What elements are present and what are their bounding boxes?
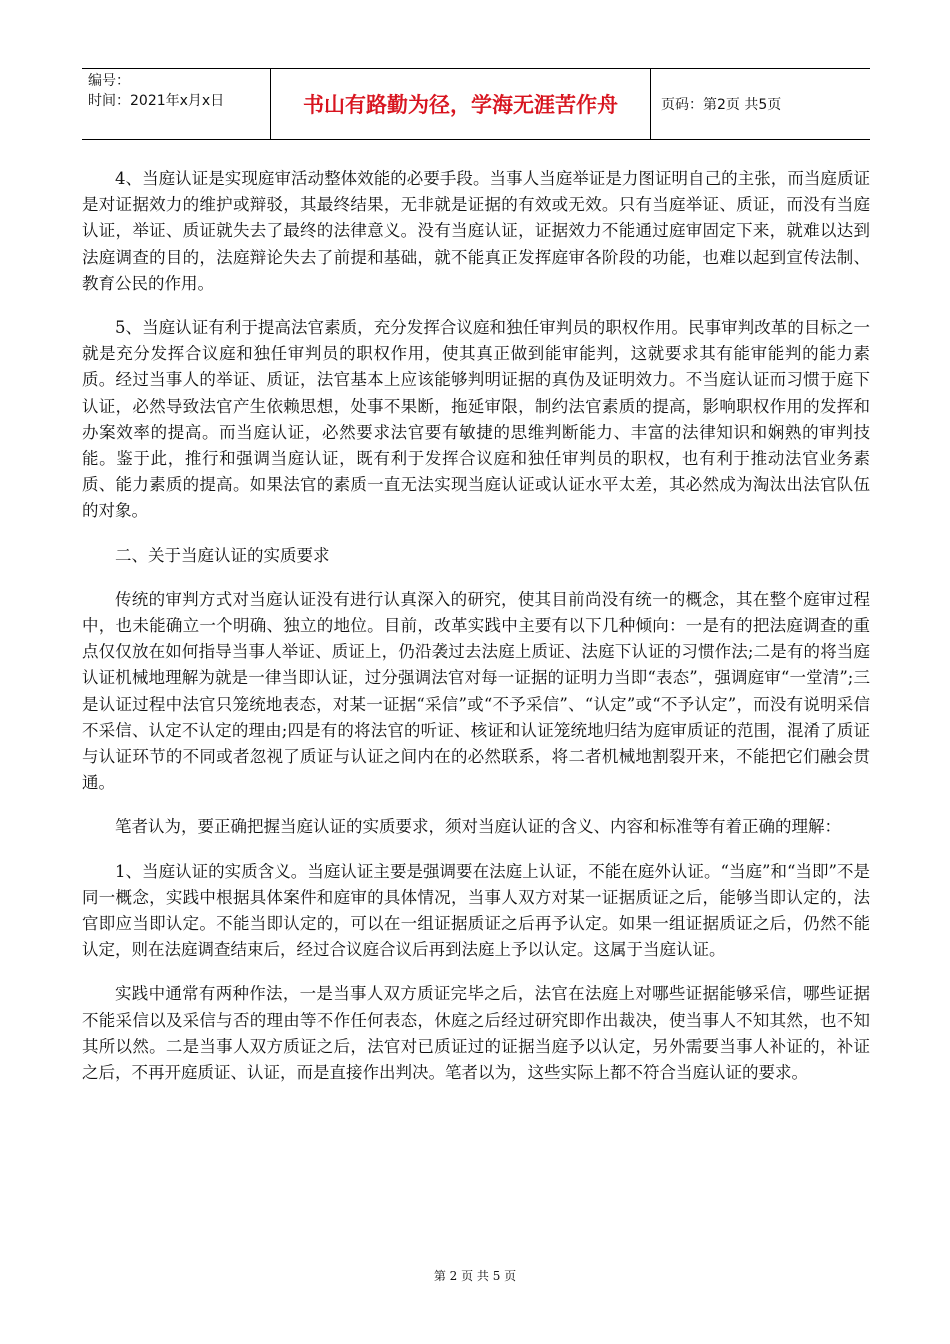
header-page-info: 页码：第2页 共5页 [661, 97, 782, 113]
paragraph: 4、当庭认证是实现庭审活动整体效能的必要手段。当事人当庭举证是力图证明自己的主张，而当庭质证是对证据效力的维护或辩驳，其最终结果，无非就是证据的有效或无效。只有当庭举证、质证，而没有当庭认证，举证、质证就失去了最终的法律意义。没有当庭认证，证据效力不能通过庭审固定下来，就难以达到法庭调查的目的，法庭辩论失去了前提和基础，就不能真正发挥庭审各阶段的功能，也难以起到宣传法制、教育公民的作用。 [82, 169, 870, 293]
paragraph: 1、当庭认证的实质含义。当庭认证主要是强调要在法庭上认证，不能在庭外认证。“当庭”和“当即”不是同一概念，实践中根据具体案件和庭审的具体情况，当事人双方对某一证据质证之后，能够当即认定的，法官即应当即认定。不能当即认定的，可以在一组证据质证之后再予认定。如果一组证据质证之后，仍然不能认定，则在法庭调查结束后，经过合议庭合议后再到法庭上予以认定。这属于当庭认证。 [82, 861, 870, 960]
paragraph: 实践中通常有两种作法，一是当事人双方质证完毕之后，法官在法庭上对哪些证据能够采信，哪些证据不能采信以及采信与否的理由等不作任何表态，休庭之后经过研究即作出裁决，使当事人不知其然，也不知其所以然。二是当事人双方质证之后，法官对已质证过的证据当庭予以认定，另外需要当事人补证的，补证之后，不再开庭质证、认证，而是直接作出判决。笔者以为，这些实际上都不符合当庭认证的要求。 [82, 984, 870, 1083]
section-heading: 二、关于当庭认证的实质要求 [115, 545, 330, 565]
paragraph: 5、当庭认证有利于提高法官素质，充分发挥合议庭和独任审判员的职权作用。民事审判改革的目标之一就是充分发挥合议庭和独任审判员的职权作用，使其真正做到能审能判，这就要求其有能审能判的能力素质。经过当事人的举证、质证，法官基本上应该能够判明证据的真伪及证明效力。不当庭认证而习惯于庭下认证，必然导致法官产生依赖思想，处事不果断，拖延审限，制约法官素质的提高，影响职权作用的发挥和办案效率的提高。而当庭认证，必然要求法官要有敏捷的思维判断能力、丰富的法律知识和娴熟的审判技能。鉴于此，推行和强调当庭认证，既有利于发挥合议庭和独任审判员的职权，也有利于推动法官业务素质、能力素质的提高。如果法官的素质一直无法实现当庭认证或认证水平太差，其必然成为淘汰出法官队伍的对象。 [82, 318, 870, 521]
paragraph: 笔者认为，要正确把握当庭认证的实质要求，须对当庭认证的含义、内容和标准等有着正确的理解： [115, 817, 841, 837]
document-number-label: 编号： [88, 73, 130, 89]
document-date-label: 时间：2021年x月x日 [88, 93, 225, 109]
header-meta [82, 69, 271, 139]
header-motto: 书山有路勤为径，学海无涯苦作舟 [271, 69, 651, 139]
page-header [82, 68, 870, 140]
page-footer: 第 2 页 共 5 页 [433, 1269, 517, 1283]
paragraph: 传统的审判方式对当庭认证没有进行认真深入的研究，使其目前尚没有统一的概念，其在整个庭审过程中，也未能确立一个明确、独立的地位。目前，改革实践中主要有以下几种倾向：一是有的把法庭调查的重点仅仅放在如何指导当事人举证、质证上，仍沿袭过去法庭上质证、法庭下认证的习惯作法;二是有的将当庭认证机械地理解为就是一律当即认证，过分强调法官对每一证据的证明力当即“表态”，强调庭审“一堂清”;三是认证过程中法官只笼统地表态，对某一证据“采信”或“不予采信”、“认定”或“不予认定”，而没有说明采信不采信、认定不认定的理由;四是有的将法官的听证、核证和认证笼统地归结为庭审质证的范围，混淆了质证与认证环节的不同或者忽视了质证与认证之间内在的必然联系，将二者机械地割裂开来，不能把它们融会贯通。 [82, 589, 870, 793]
document-body [82, 166, 870, 1104]
